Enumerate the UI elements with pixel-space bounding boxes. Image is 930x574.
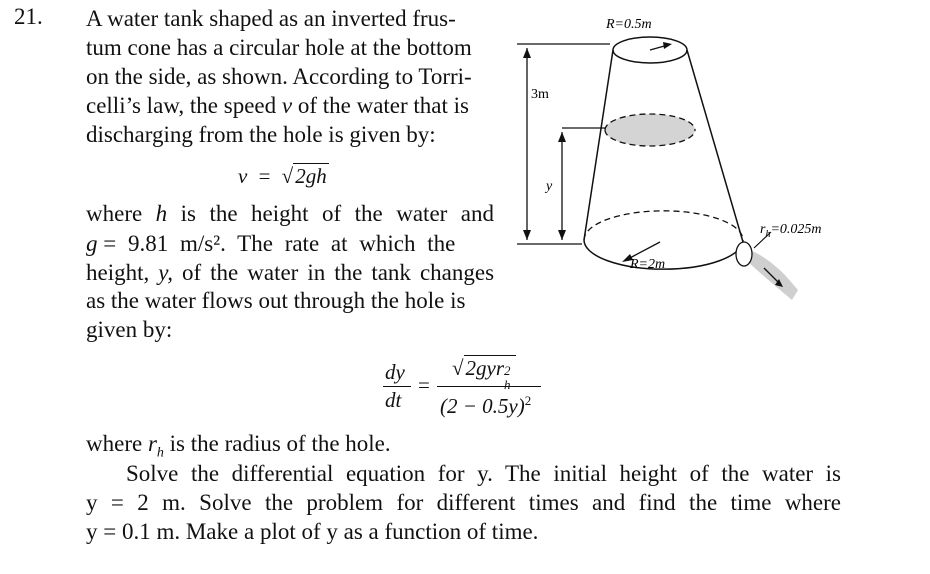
sqrt-sign-icon: √ xyxy=(452,356,464,380)
bottom-radius-label: R=2m xyxy=(630,257,666,272)
where-line-1: where h is the height of the water and xyxy=(86,201,494,226)
eq2-denominator: $(2 - 0.5y)^2$ xyxy=(440,393,532,418)
water-height-label: y xyxy=(546,179,553,194)
water-height-arrow-up-icon xyxy=(558,132,566,142)
solve-line-1: Solve the differential equation for y. The initial height of the water is xyxy=(126,461,841,486)
intro-line-3: on the side, as shown. According to Torri- xyxy=(86,64,472,89)
eq2-numerator: √2gyr 2 h xyxy=(452,356,516,381)
eq1-rhs: 2gh xyxy=(295,164,327,188)
intro-line-4-b: of the water that is xyxy=(297,93,469,118)
speed-symbol: v xyxy=(281,93,293,118)
eq2-num-lhs: dy xyxy=(385,360,405,384)
where-line-2: g = 9.81 m/s². The rate at which the xyxy=(86,231,456,256)
g-symbol: g xyxy=(86,231,98,256)
intro-line-1: A water tank shaped as an inverted frus- xyxy=(86,6,456,31)
rh-symbol: $r_h$ xyxy=(147,431,164,461)
eq2-den-lhs: dt xyxy=(385,388,402,412)
solve-line-2: y = 2 m. Solve the problem for different times and find the time where xyxy=(86,490,841,515)
top-radius-label: R=0.5m xyxy=(606,17,652,32)
height-arrow-down-icon xyxy=(523,230,531,240)
where-line-3: height, y, of the water in the tank changes xyxy=(86,260,495,285)
problem-number: 21. xyxy=(14,4,43,29)
tank-left-side xyxy=(584,50,613,240)
sqrt-sign-icon: √ xyxy=(281,164,294,188)
intro-line-2: tum cone has a circular hole at the bottom xyxy=(86,35,472,60)
height-arrow-up-icon xyxy=(523,48,531,58)
where-line-4: as the water flows out through the hole is xyxy=(86,288,466,313)
h-symbol: h xyxy=(155,201,168,226)
solve-line-3: y = 0.1 m. Make a plot of y as a function of time. xyxy=(86,519,539,544)
height-label: 3m xyxy=(531,87,549,102)
eq1-lhs: v xyxy=(238,164,248,188)
radius-line: where $r_h$ is the radius of the hole. xyxy=(86,431,391,461)
hole-outlet xyxy=(736,242,752,266)
intro-line-5: discharging from the hole is given by: xyxy=(86,122,436,147)
eq1-equals: = xyxy=(258,164,271,188)
water-height-arrow-down-icon xyxy=(558,230,566,240)
intro-line-4-a: celli’s law, the speed xyxy=(86,93,277,118)
bottom-back-edge xyxy=(584,211,743,240)
hole-radius-label: $r_h=0.025m$ xyxy=(760,222,822,240)
eq2-equals: = xyxy=(418,373,430,397)
where-line-5: given by: xyxy=(86,317,173,342)
top-radius-arrowhead xyxy=(663,42,672,49)
